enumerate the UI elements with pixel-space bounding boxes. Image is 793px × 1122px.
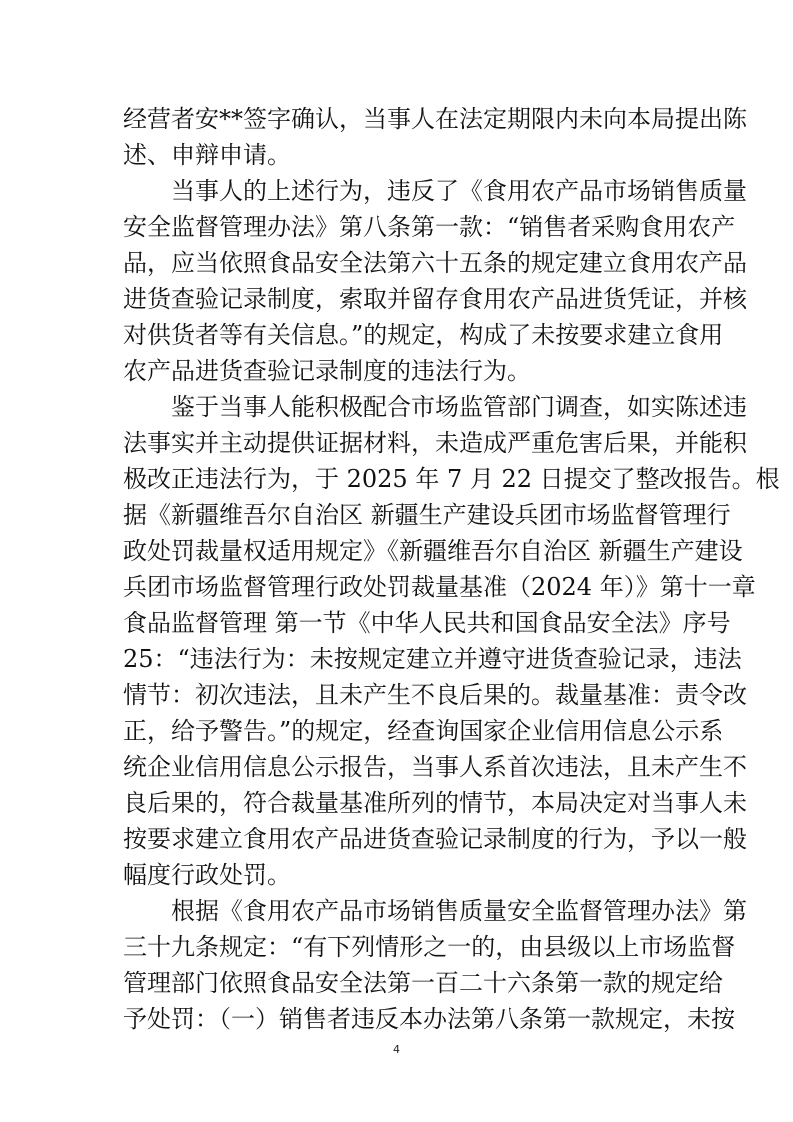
text-line: 极改正违法行为，于 2025 年 7 月 22 日提交了整改报告。根 — [123, 465, 780, 493]
text-line: 进货查验记录制度，索取并留存食用农产品进货凭证，并核 — [123, 285, 747, 313]
text-line: 正，给予警告。”的规定，经查询国家企业信用信息公示系 — [123, 717, 724, 745]
text-line: 品，应当依照食品安全法第六十五条的规定建立食用农产品 — [123, 249, 747, 277]
text-line: 三十九条规定：“有下列情形之一的，由县级以上市场监督 — [123, 933, 736, 961]
text-line: 法事实并主动提供证据材料，未造成严重危害后果，并能积 — [123, 429, 747, 457]
paragraph-start-line: 鉴于当事人能积极配合市场监管部门调查，如实陈述违 — [171, 393, 747, 421]
text-line: 幅度行政处罚。 — [123, 861, 291, 889]
paragraph-start-line: 当事人的上述行为，违反了《食用农产品市场销售质量 — [171, 177, 747, 205]
text-line: 良后果的，符合裁量基准所列的情节，本局决定对当事人未 — [123, 789, 747, 817]
text-line: 对供货者等有关信息。”的规定，构成了未按要求建立食用 — [123, 321, 724, 349]
text-line: 农产品进货查验记录制度的违法行为。 — [123, 357, 531, 385]
text-line: 兵团市场监督管理行政处罚裁量基准（2024 年）》第十一章 — [123, 573, 756, 601]
text-line: 按要求建立食用农产品进货查验记录制度的行为，予以一般 — [123, 825, 747, 853]
text-line: 管理部门依照食品安全法第一百二十六条第一款的规定给 — [123, 969, 723, 997]
text-line: 统企业信用信息公示报告，当事人系首次违法，且未产生不 — [123, 753, 747, 781]
text-line: 食品监督管理 第一节《中华人民共和国食品安全法》序号 — [123, 609, 731, 637]
text-line: 经营者安**签字确认，当事人在法定期限内未向本局提出陈 — [123, 105, 747, 133]
text-line: 予处罚：（一）销售者违反本办法第八条第一款规定，未按 — [123, 1005, 735, 1033]
text-line: 政处罚裁量权适用规定》《新疆维吾尔自治区 新疆生产建设 — [123, 537, 743, 565]
text-line: 安全监督管理办法》第八条第一款：“销售者采购食用农产 — [123, 213, 736, 241]
page-number: 4 — [393, 1043, 400, 1056]
paragraph-start-line: 根据《食用农产品市场销售质量安全监督管理办法》第 — [171, 897, 747, 925]
text-line: 25：“违法行为：未按规定建立并遵守进货查验记录，违法 — [123, 645, 742, 673]
text-line: 情节：初次违法，且未产生不良后果的。裁量基准：责令改 — [123, 681, 747, 709]
text-line: 述、申辩申请。 — [123, 141, 291, 169]
text-line: 据《新疆维吾尔自治区 新疆生产建设兵团市场监督管理行 — [123, 501, 731, 529]
